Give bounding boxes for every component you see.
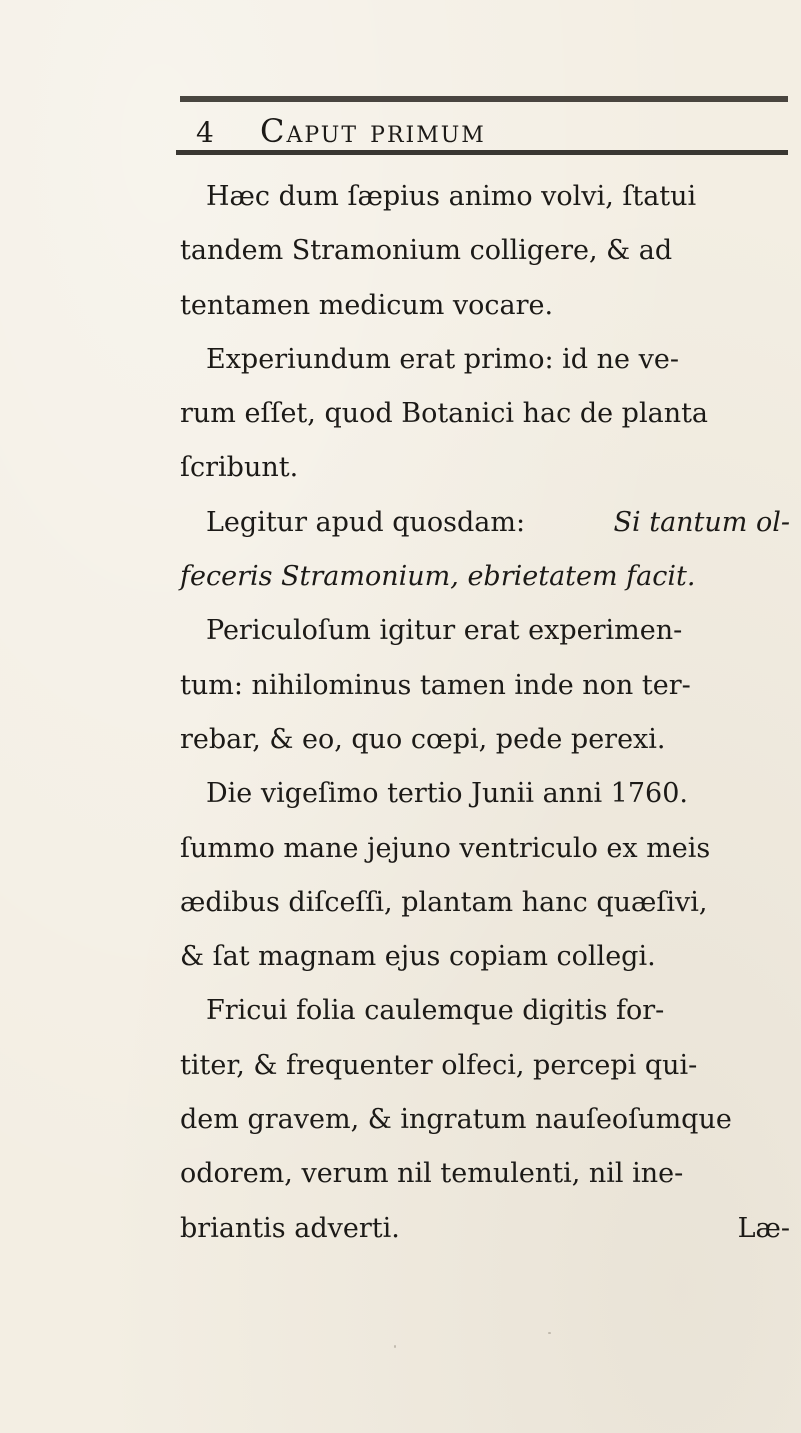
text-line: Experiundum erat primo: id ne ve- bbox=[206, 343, 679, 375]
text-line bbox=[180, 496, 790, 550]
text-line: tentamen medicum vocare. bbox=[180, 289, 554, 321]
text-line: Die vigeſimo tertio Junii anni 1760. bbox=[206, 778, 688, 810]
page-number: 4 bbox=[196, 116, 214, 149]
text-line: titer, & frequenter olfeci, percepi qui- bbox=[180, 1049, 698, 1081]
paper-speck bbox=[548, 1332, 551, 1334]
text-line: dem gravem, & ingratum nauſeoſumque bbox=[180, 1104, 732, 1136]
top-edge-rule bbox=[180, 96, 788, 102]
text-line: ædibus diſceſſi, plantam hanc quæſivi, bbox=[180, 886, 708, 918]
text-line: Periculoſum igitur erat experimen- bbox=[206, 615, 683, 647]
text-line: tandem Stramonium colligere, & ad bbox=[180, 235, 673, 267]
text-line: rebar, & eo, quo cœpi, pede perexi. bbox=[180, 723, 666, 755]
line-text: Legitur apud quosdam: bbox=[206, 506, 526, 538]
catchword: Læ- bbox=[737, 1212, 790, 1244]
text-line: odorem, verum nil temulenti, nil ine- bbox=[180, 1158, 684, 1190]
line-text: briantis adverti. bbox=[180, 1212, 400, 1244]
paper-speck bbox=[240, 1232, 243, 1235]
text-line: ſcribunt. bbox=[180, 452, 299, 484]
text-line bbox=[180, 1202, 790, 1256]
text-line: & ſat magnam ejus copiam collegi. bbox=[180, 941, 656, 973]
text-line: Hæc dum ſæpius animo volvi, ſtatui bbox=[206, 181, 697, 212]
running-head: Caput primum bbox=[260, 112, 486, 150]
page-header bbox=[0, 112, 801, 152]
body-text bbox=[180, 170, 790, 1256]
line-italic-tail: Si tantum ol- bbox=[613, 506, 790, 538]
text-line: rum eſſet, quod Botanici hac de planta bbox=[180, 398, 709, 430]
paper-speck bbox=[394, 1345, 396, 1348]
text-line: ſummo mane jejuno ventriculo ex meis bbox=[180, 832, 711, 864]
header-rule bbox=[176, 150, 788, 155]
text-line: tum: nihilominus tamen inde non ter- bbox=[180, 669, 691, 701]
text-line: feceris Stramonium, ebrietatem facit. bbox=[180, 561, 696, 593]
text-line: Fricui folia caulemque digitis for- bbox=[206, 995, 665, 1027]
